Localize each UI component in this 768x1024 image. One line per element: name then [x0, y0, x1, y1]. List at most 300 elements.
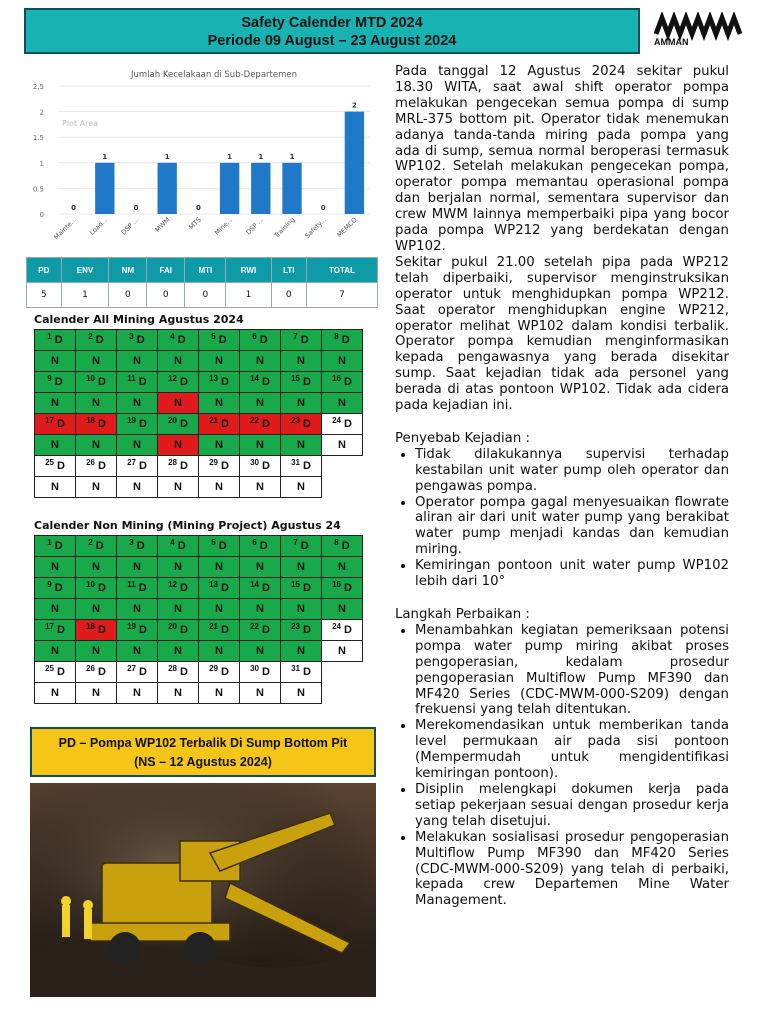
calendar-shift-label: N — [256, 645, 264, 657]
mining-equipment-photo — [30, 783, 376, 997]
calendar-day-cell — [35, 557, 76, 578]
calendar-day-cell — [35, 620, 76, 641]
calendar-day-number: 15 — [291, 580, 300, 589]
calendar-shift-label: N — [297, 687, 305, 699]
calendar-shift-label: N — [133, 355, 141, 367]
calendar-day-cell — [281, 620, 322, 641]
calendar-day-number: 31 — [291, 458, 300, 467]
header-period: Periode 09 August – 23 August 2024 — [207, 33, 457, 49]
calendar-day-cell — [240, 477, 281, 498]
calendar-shift-label: D — [138, 460, 147, 472]
calendar-shift-label: N — [256, 439, 264, 451]
calendar-day-cell — [199, 393, 240, 414]
calendar-day-cell — [240, 372, 281, 393]
calendar-day-cell — [117, 435, 158, 456]
calendar-day-cell — [76, 557, 117, 578]
calendar-day-cell — [322, 557, 363, 578]
calendar-shift-label: D — [179, 666, 188, 678]
calendar-day-cell — [158, 557, 199, 578]
banner-line-1: PD – Pompa WP102 Terbalik Di Sump Bottom Pit — [58, 736, 348, 750]
calendar-shift-label: N — [174, 481, 182, 493]
calendar-day-number: 2 — [88, 332, 93, 341]
calendar-shift-label: N — [215, 645, 223, 657]
calendar-day-cell — [117, 536, 158, 557]
calendar-shift-label: N — [92, 481, 100, 493]
description-paragraph-1: Pada tanggal 12 Agustus 2024 sekitar pukul 18.30 WITA, saat awal shift operator pompa melakukan pengecekan semua pompa di sump MRL-375 bottom pit. Operator tidak menemukan adanya tanda-tanda miring pada pompa yang ada di sump, semua normal beroperasi termasuk WP102. Setelah melakukan pengecekan pompa, operator pompa memantau operasional pompa dan berjalan normal, sementara supervisor dan crew MWM lainnya memperbaiki pipa yang bocor pada pompa WP212 yang berdekatan dengan WP102. — [395, 64, 729, 254]
calendar-day-cell — [322, 393, 363, 414]
calendar-shift-label: D — [97, 582, 106, 594]
calendar-day-cell — [76, 477, 117, 498]
calendar-day-number: 13 — [209, 374, 218, 383]
accident-bar-chart — [26, 64, 378, 256]
calendar-shift-label: D — [177, 334, 186, 346]
calendar-day-cell — [240, 435, 281, 456]
calendar-day-number: 30 — [250, 458, 259, 467]
calendar-shift-label: N — [338, 645, 346, 657]
data-label: 2 — [351, 101, 357, 110]
calendar-shift-label: D — [300, 540, 309, 552]
summary-value-cell: 0 — [185, 283, 226, 308]
summary-value-cell: 7 — [306, 283, 377, 308]
calendar-day-cell — [158, 435, 199, 456]
x-tick-label: MWM — [153, 215, 172, 234]
calendar-day-cell — [322, 414, 363, 435]
calendar-day-cell — [322, 477, 363, 498]
calendar-day-number: 20 — [168, 622, 177, 631]
calendar-day-cell — [158, 599, 199, 620]
calendar-shift-label: D — [220, 624, 229, 636]
calendar-day-number: 10 — [86, 580, 95, 589]
y-tick-label: 0 — [39, 211, 44, 219]
calendar-day-cell — [158, 351, 199, 372]
summary-value-cell: 5 — [27, 283, 62, 308]
calendar-day-number: 17 — [45, 622, 54, 631]
report-header — [24, 8, 640, 54]
calendar-day-number: 23 — [291, 416, 300, 425]
calendar-day-cell — [240, 536, 281, 557]
calendar-day-cell — [76, 683, 117, 704]
calendar-shift-label: D — [261, 582, 270, 594]
calendar-shift-label: N — [92, 439, 100, 451]
calendar-day-cell — [158, 641, 199, 662]
calendar-day-cell — [35, 330, 76, 351]
causes-heading: Penyebab Kejadian : — [395, 430, 530, 446]
calendar-day-number: 31 — [291, 664, 300, 673]
chart-bar — [158, 163, 177, 214]
calendar-day-cell — [35, 393, 76, 414]
calendar-day-number: 11 — [127, 374, 136, 383]
calendar-day-cell — [158, 330, 199, 351]
calendar-day-cell — [240, 578, 281, 599]
calendar-day-number: 9 — [47, 374, 52, 383]
calendar-day-cell — [322, 536, 363, 557]
calendar-day-cell — [117, 557, 158, 578]
calendar-day-cell — [199, 683, 240, 704]
calendar-day-cell — [117, 477, 158, 498]
calendar-day-cell — [158, 536, 199, 557]
calendar-day-cell — [240, 662, 281, 683]
calendar-day-cell — [117, 578, 158, 599]
x-tick-label: MEMCO — [335, 215, 359, 240]
calendar-shift-label: D — [302, 624, 311, 636]
calendar-shift-label: N — [297, 603, 305, 615]
calendar-day-number: 13 — [209, 580, 218, 589]
calendar-shift-label: N — [51, 687, 59, 699]
calendar-day-number: 21 — [209, 622, 218, 631]
calendar-day-cell — [35, 536, 76, 557]
calendar-day-number: 21 — [209, 416, 218, 425]
calendar-shift-label: N — [51, 603, 59, 615]
calendar-shift-label: N — [297, 355, 305, 367]
calendar-day-cell — [322, 435, 363, 456]
calendar-shift-label: N — [92, 603, 100, 615]
calendar-shift-label: N — [174, 439, 182, 451]
calendar-day-number: 12 — [168, 580, 177, 589]
calendar-day-cell — [199, 477, 240, 498]
calendar-day-cell — [322, 578, 363, 599]
calendar-day-cell — [76, 372, 117, 393]
calendar-shift-label: D — [343, 582, 352, 594]
calendar-day-cell — [322, 372, 363, 393]
calendar-shift-label: N — [215, 561, 223, 573]
calendar-day-cell — [322, 641, 363, 662]
calendar-day-cell — [199, 536, 240, 557]
calendar-day-cell — [199, 662, 240, 683]
incident-banner — [30, 727, 376, 777]
calendar-shift-label: D — [179, 582, 188, 594]
calendar-day-cell — [199, 351, 240, 372]
calendar-day-cell — [281, 683, 322, 704]
data-label: 0 — [195, 204, 201, 212]
calendar-shift-label: D — [302, 460, 311, 472]
calendar-day-cell — [322, 662, 363, 683]
x-tick-label: Safety... — [303, 215, 328, 240]
data-label: 1 — [258, 152, 264, 161]
calendar-day-number: 6 — [252, 332, 257, 341]
calendar-day-number: 25 — [45, 458, 54, 467]
calendar-day-cell — [281, 456, 322, 477]
summary-value-cell: 0 — [109, 283, 147, 308]
plot-area-label: Plot Area — [62, 119, 99, 128]
chart-bar — [282, 163, 301, 214]
data-label: 0 — [133, 204, 139, 212]
calendar-shift-label: N — [92, 397, 100, 409]
summary-value-cell: 0 — [147, 283, 185, 308]
x-tick-label: DSP ... — [119, 215, 141, 237]
calendar-day-cell — [35, 477, 76, 498]
calendar-day-cell — [158, 620, 199, 641]
calendar-day-number: 17 — [45, 416, 54, 425]
calendar-day-number: 4 — [170, 332, 175, 341]
calendar-shift-label: N — [51, 561, 59, 573]
calendar-day-number: 29 — [209, 458, 218, 467]
calendar-shift-label: D — [54, 540, 63, 552]
calendar-day-number: 5 — [211, 332, 216, 341]
calendar-day-cell — [240, 557, 281, 578]
calendar-day-cell — [199, 578, 240, 599]
calendar-shift-label: N — [215, 603, 223, 615]
calendar-shift-label: D — [56, 624, 65, 636]
calendar-shift-label: N — [256, 355, 264, 367]
calendar-day-cell — [76, 536, 117, 557]
calendar-day-number: 25 — [45, 664, 54, 673]
calendar-shift-label: D — [220, 460, 229, 472]
calendar-shift-label: D — [341, 540, 350, 552]
data-label: 1 — [164, 152, 170, 161]
calendar-nonmining-title: Calender Non Mining (Mining Project) Agustus 24 — [34, 519, 341, 532]
calendar-day-cell — [281, 641, 322, 662]
summary-header-cell: RWI — [226, 258, 271, 283]
calendar-day-cell — [281, 536, 322, 557]
calendar-day-cell — [322, 330, 363, 351]
calendar-shift-label: N — [338, 355, 346, 367]
calendar-shift-label: N — [51, 439, 59, 451]
calendar-day-cell — [117, 599, 158, 620]
calendar-shift-label: D — [95, 334, 104, 346]
calendar-day-number: 22 — [250, 416, 259, 425]
calendar-shift-label: D — [259, 334, 268, 346]
calendar-shift-label: D — [97, 460, 106, 472]
summary-value-cell: 1 — [226, 283, 271, 308]
calendar-day-cell — [322, 683, 363, 704]
calendar-day-number: 24 — [332, 416, 341, 425]
calendar-day-cell — [76, 599, 117, 620]
description-paragraph-2: Sekitar pukul 21.00 setelah pipa pada WP212 telah diperbaiki, supervisor menginstruksikan operator untuk menghidupkan pompa WP212. Saat operator menghidupkan engine WP212, operator melihat WP102 dalam kondisi terbalik. Operator pompa kemudian menginformasikan kepada pengawasnya yang berada disekitar sump. Saat kejadian tidak ada personel yang berada di atas pontoon WP102. Tidak ada cidera pada kejadian ini. — [395, 254, 729, 414]
calendar-shift-label: D — [343, 376, 352, 388]
calendar-day-cell — [199, 641, 240, 662]
calendar-shift-label: D — [220, 376, 229, 388]
calendar-day-number: 18 — [86, 416, 95, 425]
calendar-day-cell — [240, 393, 281, 414]
calendar-day-cell — [158, 372, 199, 393]
calendar-shift-label: N — [92, 355, 100, 367]
calendar-day-number: 7 — [293, 538, 298, 547]
chart-bar — [220, 163, 239, 214]
calendar-shift-label: N — [133, 397, 141, 409]
calendar-day-cell — [322, 351, 363, 372]
calendar-shift-label: D — [302, 582, 311, 594]
calendar-shift-label: N — [297, 397, 305, 409]
calendar-shift-label: N — [297, 561, 305, 573]
x-tick-label: Training — [272, 215, 297, 240]
calendar-shift-label: D — [54, 334, 63, 346]
calendar-day-cell — [281, 477, 322, 498]
calendar-shift-label: N — [133, 439, 141, 451]
calendar-shift-label: N — [174, 687, 182, 699]
calendar-shift-label: D — [261, 624, 270, 636]
calendar-day-cell — [199, 414, 240, 435]
list-item: • Tidak dilakukannya supervisi terhadap kestabilan unit water pump oleh operator dan pengawas pompa. — [415, 447, 729, 495]
calendar-shift-label: N — [51, 355, 59, 367]
calendar-day-cell — [199, 620, 240, 641]
calendar-day-cell — [158, 414, 199, 435]
calendar-shift-label: N — [256, 603, 264, 615]
calendar-day-cell — [117, 393, 158, 414]
calendar-day-cell — [158, 456, 199, 477]
calendar-shift-label: N — [92, 645, 100, 657]
calendar-day-cell — [158, 578, 199, 599]
calendar-shift-label: N — [256, 687, 264, 699]
calendar-day-cell — [35, 641, 76, 662]
calendar-day-cell — [199, 330, 240, 351]
calendar-day-cell — [240, 620, 281, 641]
calendar-shift-label: N — [256, 561, 264, 573]
y-tick-label: 2.5 — [32, 83, 44, 91]
calendar-day-cell — [117, 641, 158, 662]
calendar-shift-label: N — [338, 603, 346, 615]
calendar-day-cell — [199, 599, 240, 620]
calendar-day-number: 28 — [168, 664, 177, 673]
calendar-shift-label: D — [177, 540, 186, 552]
calendar-day-number: 6 — [252, 538, 257, 547]
calendar-day-cell — [281, 578, 322, 599]
calendar-shift-label: N — [174, 603, 182, 615]
calendar-shift-label: N — [338, 397, 346, 409]
summary-header-cell: LTI — [271, 258, 306, 283]
y-tick-label: 1 — [39, 159, 44, 168]
calendar-day-cell — [240, 456, 281, 477]
calendar-shift-label: D — [220, 418, 229, 430]
calendar-day-number: 4 — [170, 538, 175, 547]
calendar-shift-label: D — [261, 376, 270, 388]
calendar-day-cell — [240, 330, 281, 351]
calendar-shift-label: D — [261, 418, 270, 430]
calendar-day-number: 23 — [291, 622, 300, 631]
list-item: • Kemiringan pontoon unit water pump WP102 lebih dari 10° — [415, 558, 729, 590]
calendar-day-number: 3 — [129, 332, 134, 341]
calendar-shift-label: D — [138, 624, 147, 636]
x-tick-label: Load... — [88, 215, 110, 237]
calendar-shift-label: N — [256, 397, 264, 409]
summary-value-cell: 1 — [61, 283, 109, 308]
list-item: • Merekomendasikan untuk memberikan tanda level permukaan air pada sisi pontoon (Mempermudah untuk mengidentifikasi kemiringan pontoon). — [415, 718, 729, 782]
calendar-shift-label: D — [179, 418, 188, 430]
calendar-day-cell — [281, 414, 322, 435]
calendar-shift-label: N — [215, 439, 223, 451]
calendar-day-cell — [76, 620, 117, 641]
chart-bar — [95, 163, 114, 214]
calendar-shift-label: D — [220, 666, 229, 678]
calendar-day-cell — [322, 599, 363, 620]
calendar-day-cell — [158, 683, 199, 704]
calendar-shift-label: D — [136, 540, 145, 552]
calendar-shift-label: D — [138, 418, 147, 430]
y-tick-label: 2 — [39, 108, 44, 117]
calendar-day-number: 26 — [86, 664, 95, 673]
calendar-shift-label: D — [218, 540, 227, 552]
summary-header-cell: NM — [109, 258, 147, 283]
calendar-day-number: 10 — [86, 374, 95, 383]
calendar-day-cell — [76, 435, 117, 456]
calendar-shift-label: D — [56, 460, 65, 472]
calendar-shift-label: D — [56, 418, 65, 430]
calendar-day-cell — [117, 372, 158, 393]
calendar-shift-label: N — [215, 355, 223, 367]
calendar-shift-label: N — [92, 561, 100, 573]
calendar-day-cell — [117, 330, 158, 351]
x-tick-label: DSP ... — [244, 215, 266, 237]
calendar-shift-label: N — [51, 397, 59, 409]
calendar-day-cell — [76, 351, 117, 372]
calendar-day-number: 29 — [209, 664, 218, 673]
calendar-shift-label: D — [54, 376, 63, 388]
calendar-shift-label: D — [95, 540, 104, 552]
calendar-day-cell — [117, 662, 158, 683]
calendar-day-cell — [35, 456, 76, 477]
calendar-shift-label: N — [215, 397, 223, 409]
calendar-day-number: 1 — [47, 538, 52, 547]
calendar-shift-label: N — [92, 687, 100, 699]
calendar-shift-label: N — [133, 561, 141, 573]
calendar-shift-label: N — [133, 687, 141, 699]
list-item: • Disiplin melengkapi dokumen kerja pada setiap pekerjaan sesuai dengan prosedur kerja yang telah disetujui. — [415, 782, 729, 830]
calendar-shift-label: N — [51, 645, 59, 657]
calendar-day-cell — [281, 599, 322, 620]
calendar-day-cell — [35, 372, 76, 393]
calendar-shift-label: N — [133, 645, 141, 657]
calendar-day-number: 14 — [250, 374, 259, 383]
calendar-shift-label: N — [51, 481, 59, 493]
calendar-day-cell — [158, 662, 199, 683]
calendar-day-cell — [281, 557, 322, 578]
calendar-shift-label: D — [343, 418, 352, 430]
calendar-shift-label: D — [300, 334, 309, 346]
calendar-day-cell — [117, 683, 158, 704]
incident-description — [395, 64, 729, 909]
calendar-day-cell — [281, 372, 322, 393]
calendar-day-cell — [199, 435, 240, 456]
y-tick-label: 0.5 — [32, 185, 44, 194]
calendar-shift-label: D — [261, 666, 270, 678]
calendar-day-number: 27 — [127, 664, 136, 673]
calendar-shift-label: N — [297, 645, 305, 657]
calendar-day-number: 14 — [250, 580, 259, 589]
data-label: 1 — [102, 152, 108, 161]
calendar-shift-label: D — [302, 376, 311, 388]
calendar-day-cell — [117, 456, 158, 477]
chart-bar — [345, 112, 364, 214]
calendar-day-cell — [281, 393, 322, 414]
list-item: • Menambahkan kegiatan pemeriksaan potensi pompa water pump miring akibat proses pengoperasian, kedalam prosedur pengoperasian Multiflow Pump MF390 dan MF420 Series (CDC-MWM-000-S209) dengan frekuensi yang telah ditentukan. — [415, 623, 729, 718]
summary-header-cell: ENV — [61, 258, 109, 283]
calendar-day-cell — [76, 414, 117, 435]
calendar-day-cell — [240, 683, 281, 704]
calendar-shift-label: D — [138, 666, 147, 678]
calendar-day-number: 24 — [332, 622, 341, 631]
calendar-shift-label: D — [179, 460, 188, 472]
data-label: 1 — [289, 152, 295, 161]
calendar-day-cell — [199, 372, 240, 393]
chart-title: Jumlah Kecelakaan di Sub-Departemen — [130, 70, 298, 80]
calendar-day-number: 8 — [334, 332, 339, 341]
x-tick-label: MTS — [187, 215, 203, 232]
calendar-shift-label: D — [179, 376, 188, 388]
calendar-day-number: 27 — [127, 458, 136, 467]
calendar-day-cell — [76, 578, 117, 599]
calendar-day-number: 9 — [47, 580, 52, 589]
calendar-day-cell — [281, 351, 322, 372]
calendar-shift-label: D — [261, 460, 270, 472]
data-label: 1 — [227, 152, 233, 161]
calendar-day-cell — [240, 599, 281, 620]
calendar-day-cell — [117, 414, 158, 435]
calendar-day-cell — [281, 662, 322, 683]
calendar-shift-label: N — [174, 397, 182, 409]
logo-text: AMMAN — [654, 37, 689, 47]
calendar-day-cell — [117, 351, 158, 372]
calendar-day-cell — [240, 351, 281, 372]
calendar-day-number: 8 — [334, 538, 339, 547]
